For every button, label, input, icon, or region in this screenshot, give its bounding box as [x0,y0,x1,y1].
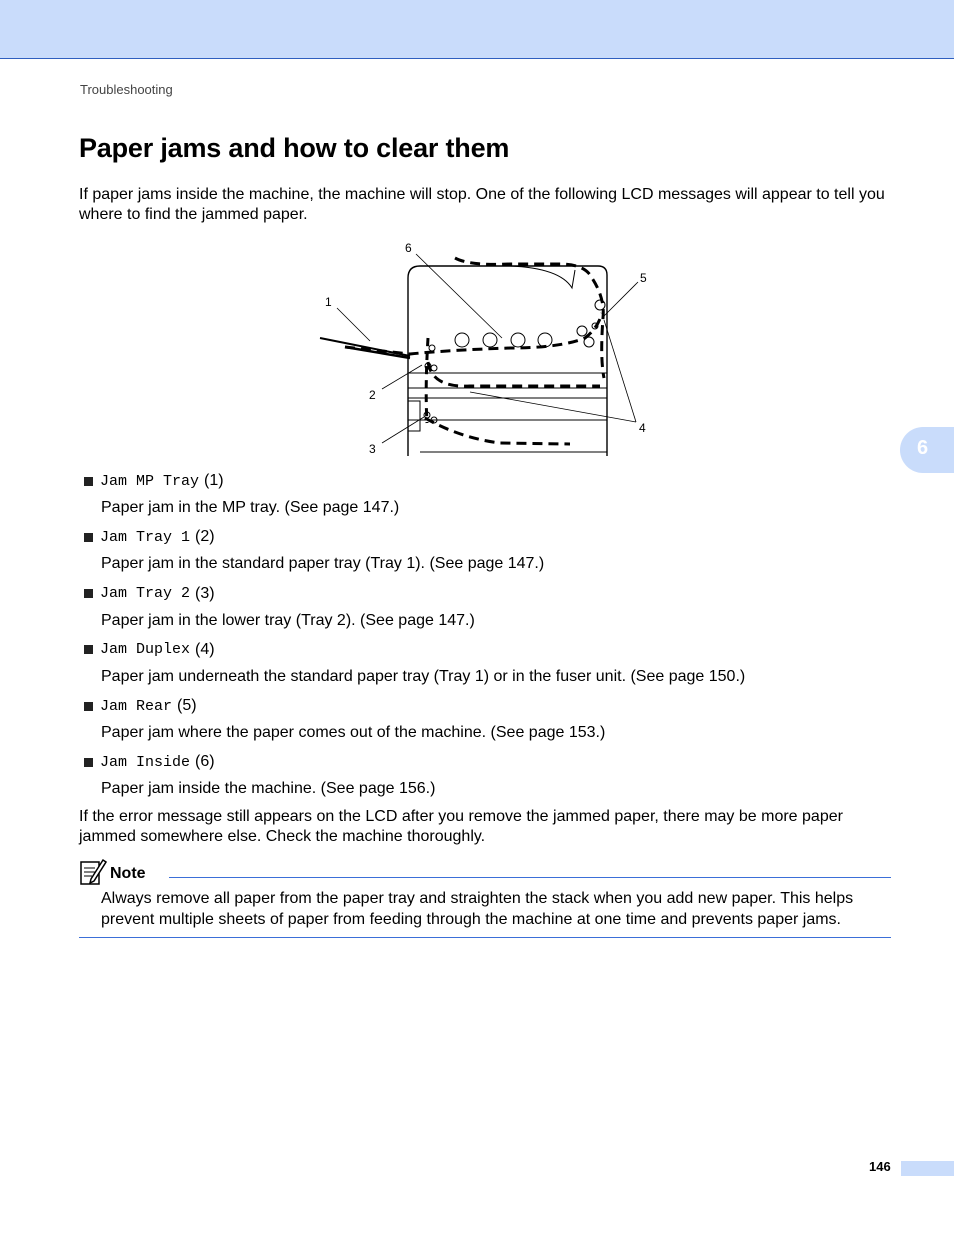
jam-description: Paper jam inside the machine. (See page 156.) [101,780,436,798]
list-item [84,470,904,526]
list-item [84,639,904,695]
jam-description: Paper jam in the lower tray (Tray 2). (See page 147.) [101,611,475,629]
list-item [84,695,904,751]
square-bullet-icon [84,533,93,542]
callout-ref: (6) [195,753,215,771]
note-bottom-divider [79,937,891,938]
lcd-message: Jam Duplex [100,641,191,659]
square-bullet-icon [84,477,93,486]
lcd-message: Jam Tray 2 [100,585,191,603]
note-label: Note [110,865,146,882]
intro-paragraph: If paper jams inside the machine, the machine will stop. One of the following LCD messages will appear to tell you where to find the jammed paper. [79,186,885,223]
followup-paragraph: If the error message still appears on the LCD after you remove the jammed paper, there may be more paper jammed somewhere else. Check the machine thoroughly. [79,808,843,845]
chapter-number: 6 [917,437,929,459]
chapter-tab [900,427,954,473]
jam-description: Paper jam where the paper comes out of the machine. (See page 153.) [101,724,606,742]
square-bullet-icon [84,758,93,767]
list-item [84,526,904,582]
list-item [84,751,904,807]
square-bullet-icon [84,702,93,711]
note-pencil-icon [79,857,107,887]
note-top-divider [169,877,891,878]
list-item [84,583,904,639]
callout-6: 6 [405,241,412,255]
lcd-message: Jam Tray 1 [100,528,191,546]
jam-description: Paper jam underneath the standard paper tray (Tray 1) or in the fuser unit. (See page 150.) [101,667,746,685]
square-bullet-icon [84,589,93,598]
callout-ref: (1) [204,472,224,489]
jam-message-list [84,470,904,808]
note-text: Always remove all paper from the paper tray and straighten the stack when you add new paper. This helps prevent multiple sheets of paper from feeding through the machine at one time and prevents paper jams. [101,890,854,928]
callout-ref: (4) [195,640,215,658]
header-band [0,0,954,59]
page-number: 146 [869,1159,891,1174]
callout-5: 5 [640,271,647,285]
printer-jam-diagram [310,238,655,460]
square-bullet-icon [84,645,93,654]
lcd-message: Jam Inside [100,753,191,771]
jam-description: Paper jam in the MP tray. (See page 147.) [101,499,400,516]
lcd-message: Jam MP Tray [100,472,200,490]
running-head: Troubleshooting [80,82,173,97]
callout-ref: (2) [195,528,215,546]
page-title: Paper jams and how to clear them [79,133,510,163]
callout-4: 4 [639,421,646,435]
callout-ref: (3) [195,584,215,602]
jam-description: Paper jam in the standard paper tray (Tray 1). (See page 147.) [101,555,545,573]
callout-2: 2 [369,388,376,402]
lcd-message: Jam Rear [100,697,173,715]
callout-1: 1 [325,295,332,309]
callout-ref: (5) [177,697,197,715]
callout-3: 3 [369,442,376,456]
page-number-bar [901,1161,954,1176]
